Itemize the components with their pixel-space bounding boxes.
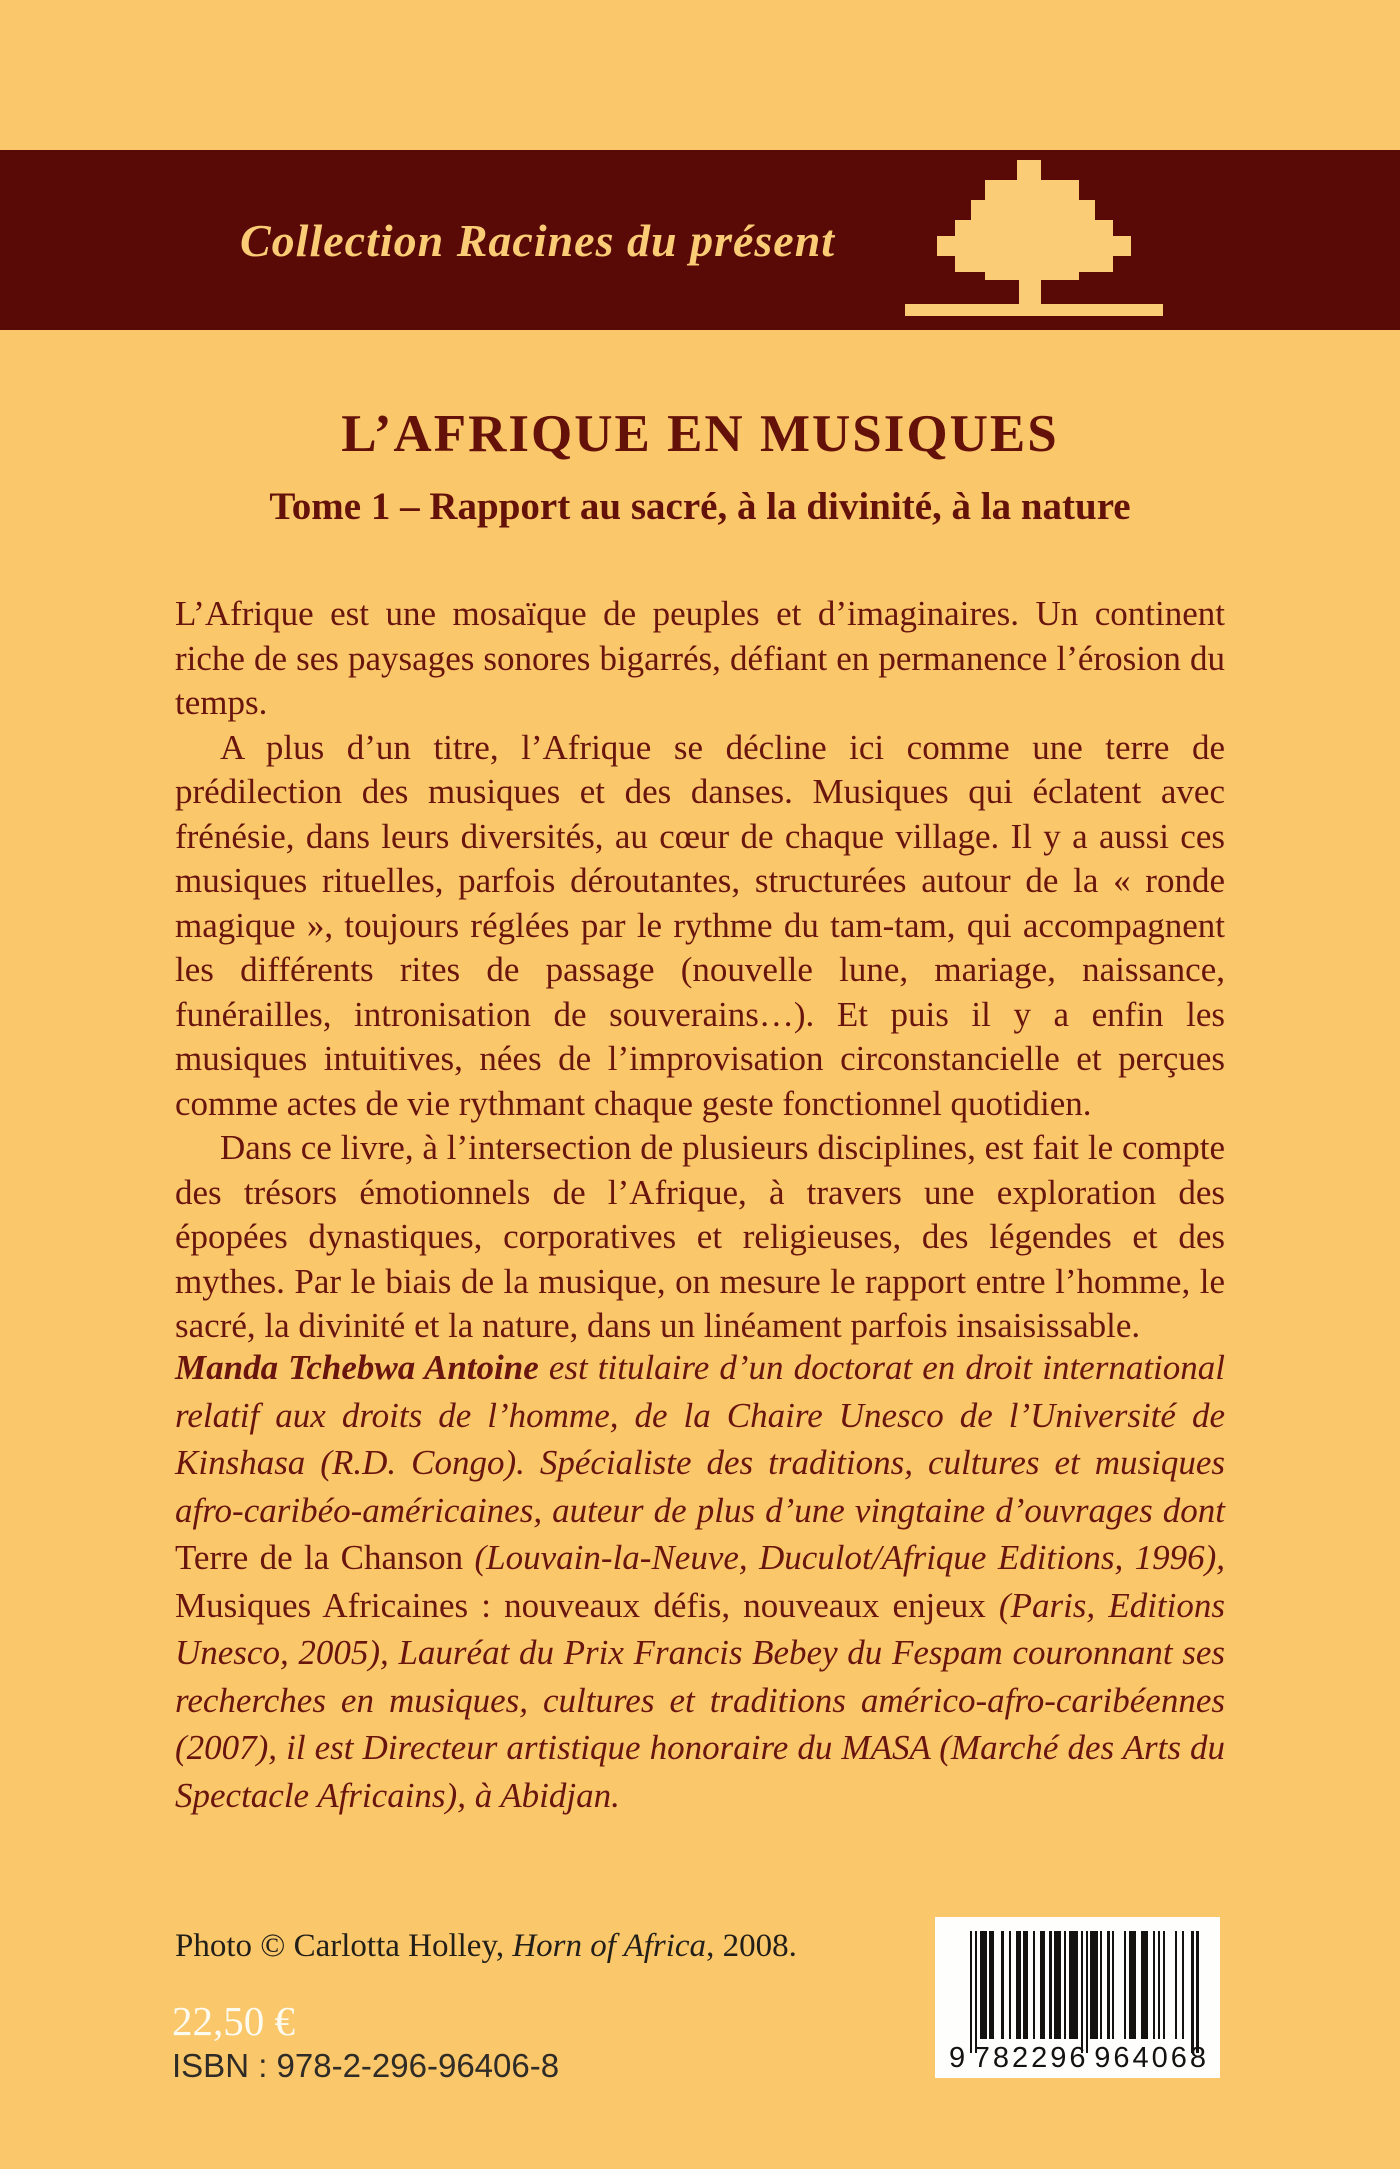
text-segment: (Paris, Editions Unesco, 2005), Lauréat du Prix Francis Bebey du Fespam couronnant ses recherches en musiques, cultures et traditions américo-afro-caribéennes (2007), il est Directeur artistique honoraire du MASA (Marché des Arts du Spectacle Africains), à Abidjan.: [175, 1585, 1225, 1815]
price-label: 22,50 €: [172, 1998, 295, 2044]
synopsis-paragraph-1: L’Afrique est une mosaïque de peuples et d’imaginaires. Un continent riche de ses paysages sonores bigarrés, défiant en permanence l’érosion du temps.: [175, 594, 1225, 722]
pixel-tree-icon: [905, 158, 1165, 318]
barcode-bar: [1196, 1931, 1198, 2053]
barcode-digit-group: 964068: [1094, 2042, 1209, 2074]
barcode: [935, 1917, 1220, 2078]
barcode-digits: [949, 2042, 1209, 2075]
book-title: L’AFRIQUE EN MUSIQUES: [341, 405, 1059, 463]
collection-title: Collection Racines du présent: [240, 214, 836, 266]
book-subtitle: Tome 1 – Rapport au sacré, à la divinité, à la nature: [269, 485, 1131, 528]
text-segment: Horn of Africa: [512, 1928, 707, 1964]
barcode-bars: [970, 1931, 1199, 2055]
barcode-digit-group: 782296: [973, 2042, 1089, 2074]
barcode-digit-group: 9: [949, 2042, 969, 2074]
text-segment: est titulaire d’un doctorat en droit international relatif aux droits de l’homme, de la Chaire Unesco de l’Université de Kinshasa (R.D. Congo). Spécialiste des traditions, cultures et musiques afro-caribéo-américaines, auteur de plus d’une vingtaine d’ouvrages dont: [175, 1348, 1225, 1530]
text-segment: Manda Tchebwa Antoine: [175, 1348, 539, 1387]
text-segment: (Louvain-la-Neuve, Duculot/Afrique Editions, 1996),: [474, 1538, 1226, 1577]
synopsis-paragraph-2: A plus d’un titre, l’Afrique se décline ici comme une terre de prédilection des musiques et des danses. Musiques qui éclatent avec frénésie, dans leurs diversités, au cœur de chaque village. Il y a aussi ces musiques rituelles, parfois déroutantes, structurées autour de la « ronde magique », toujours réglées par le rythme du tam-tam, qui accompagnent les différents rites de passage (nouvelle lune, mariage, naissance, funérailles, intronisation de souverains…). Et puis il y a enfin les musiques intuitives, nées de l’improvisation circonstancielle et perçues comme actes de vie rythmant chaque geste fonctionnel quotidien.: [175, 727, 1225, 1123]
collection-banner: [0, 150, 1400, 330]
isbn-label: ISBN : 978-2-296-96406-8: [172, 2047, 560, 2084]
text-segment: Terre de la Chanson: [175, 1538, 475, 1577]
synopsis-paragraph-3: Dans ce livre, à l’intersection de plusieurs disciplines, est fait le compte des trésors émotionnels de l’Afrique, à travers une exploration des épopées dynastiques, corporatives et religieuses, des légendes et des mythes. Par le biais de la musique, on mesure le rapport entre l’homme, le sacré, la divinité et la nature, dans un linéament parfois insaisissable.: [175, 1128, 1225, 1345]
text-segment: Musiques Africaines : nouveaux défis, nouveaux enjeux: [175, 1585, 999, 1625]
author-bio: [175, 1344, 1225, 1819]
text-segment: , 2008.: [706, 1928, 797, 1964]
synopsis: [175, 592, 1225, 1349]
text-segment: Photo © Carlotta Holley,: [175, 1928, 513, 1964]
